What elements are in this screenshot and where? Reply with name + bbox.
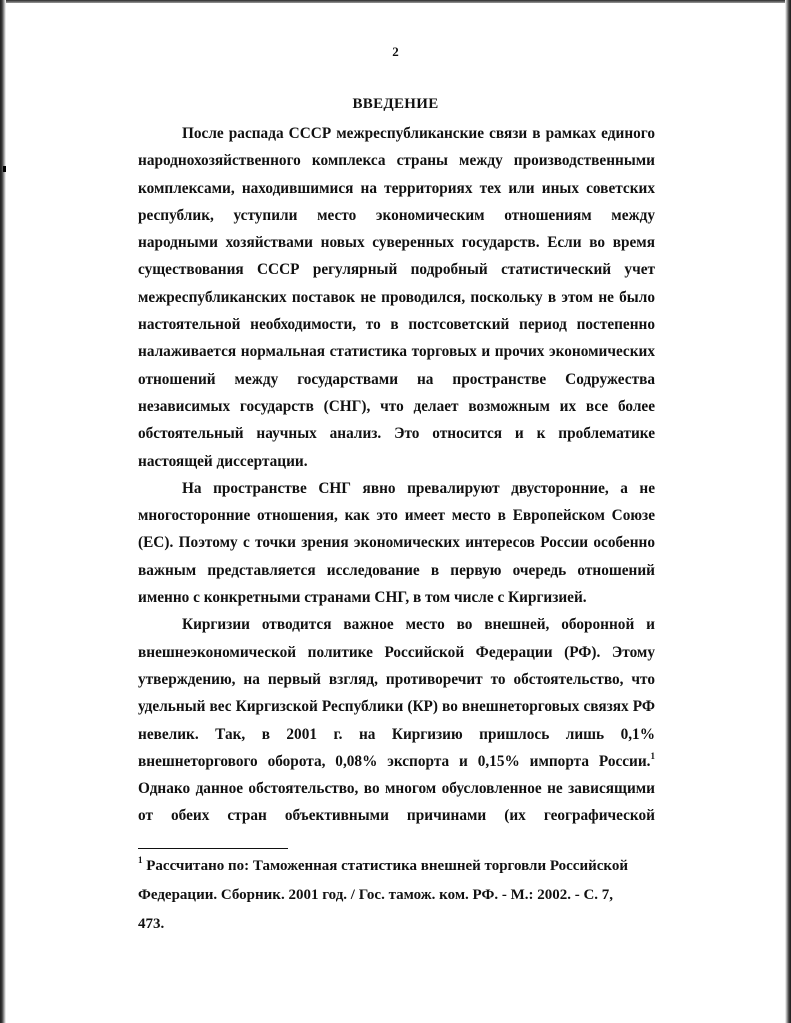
- footnote-line: 473.: [138, 916, 165, 932]
- text-line: важным представляется исследование в первую очередь отношений: [138, 561, 655, 579]
- footnote-line: [138, 852, 655, 881]
- text-line: от обеих стран объективными причинами (их географической: [138, 807, 655, 825]
- footnote: [138, 852, 655, 939]
- text-line: настоящей диссертации.: [138, 452, 308, 470]
- paragraph: [138, 120, 655, 475]
- page-title: ВВЕДЕНИЕ: [352, 96, 439, 112]
- footnote-text: Рассчитано по: Таможенная статистика внешней торговли Российской: [146, 858, 628, 874]
- text-line-with-footnote: [138, 748, 655, 775]
- text-line: народнохозяйственного комплекса страны между производственными: [138, 152, 655, 170]
- text-line: комплексами, находившимися на территориях тех или иных советских: [138, 179, 655, 197]
- text-line: многосторонние отношения, как это имеет место в Европейском Союзе: [138, 507, 655, 525]
- scan-top-edge: [0, 0, 791, 3]
- footnote-marker: 1: [138, 855, 143, 865]
- footnote-line: Федерации. Сборник. 2001 год. / Гос. тамож. ком. РФ. - М.: 2002. - С. 7,: [138, 887, 614, 903]
- text-line: республик, уступили место экономическим отношениям между: [138, 206, 655, 224]
- text-line: независимых государств (СНГ), что делает возможным их все более: [138, 397, 655, 415]
- text-line: межреспубликанских поставок не проводился, поскольку в этом не было: [138, 288, 655, 306]
- text-line: отношений между государствами на пространстве Содружества: [138, 370, 655, 388]
- text-line: Однако данное обстоятельство, во многом обусловленное не зависящими: [138, 780, 655, 798]
- text-line: удельный вес Киргизской Республики (КР) во внешнеторговых связях РФ: [138, 698, 655, 716]
- text-line: внешнеторгового оборота, 0,08% экспорта и 0,15% импорта России.: [138, 752, 651, 770]
- text-line: невелик. Так, в 2001 г. на Киргизию пришлось лишь 0,1%: [138, 725, 655, 743]
- scan-right-edge: [785, 0, 791, 1023]
- text-line: народными хозяйствами новых суверенных государств. Если во время: [138, 234, 655, 252]
- text-line: (ЕС). Поэтому с точки зрения экономических интересов России особенно: [138, 534, 655, 552]
- scan-left-edge: [0, 0, 6, 1023]
- paragraph: [138, 475, 655, 611]
- text-line: внешнеэкономической политике Российской Федерации (РФ). Этому: [138, 643, 655, 661]
- text-line: Киргизии отводится важное место во внешней, оборонной и: [182, 616, 655, 634]
- text-line: настоятельной необходимости, то в постсоветский период постепенно: [138, 316, 655, 334]
- page-number: 2: [392, 44, 399, 59]
- text-line: налаживается нормальная статистика торговых и прочих экономических: [138, 343, 655, 361]
- footnote-separator: [138, 848, 288, 849]
- footnote-reference[interactable]: 1: [650, 750, 655, 761]
- text-line: именно с конкретными странами СНГ, в том числе с Киргизией.: [138, 589, 587, 607]
- document-body: [138, 120, 655, 830]
- text-line: обстоятельный научных анализ. Это относится и к проблематике: [138, 425, 655, 443]
- text-line: существования СССР регулярный подробный статистический учет: [138, 261, 655, 279]
- text-line: утверждению, на первый взгляд, противоречит то обстоятельство, что: [138, 670, 655, 688]
- text-line: После распада СССР межреспубликанские связи в рамках единого: [182, 125, 655, 142]
- scan-mark: [3, 166, 6, 172]
- paragraph: [138, 611, 655, 829]
- text-line: На пространстве СНГ явно превалируют двусторонние, а не: [182, 479, 655, 497]
